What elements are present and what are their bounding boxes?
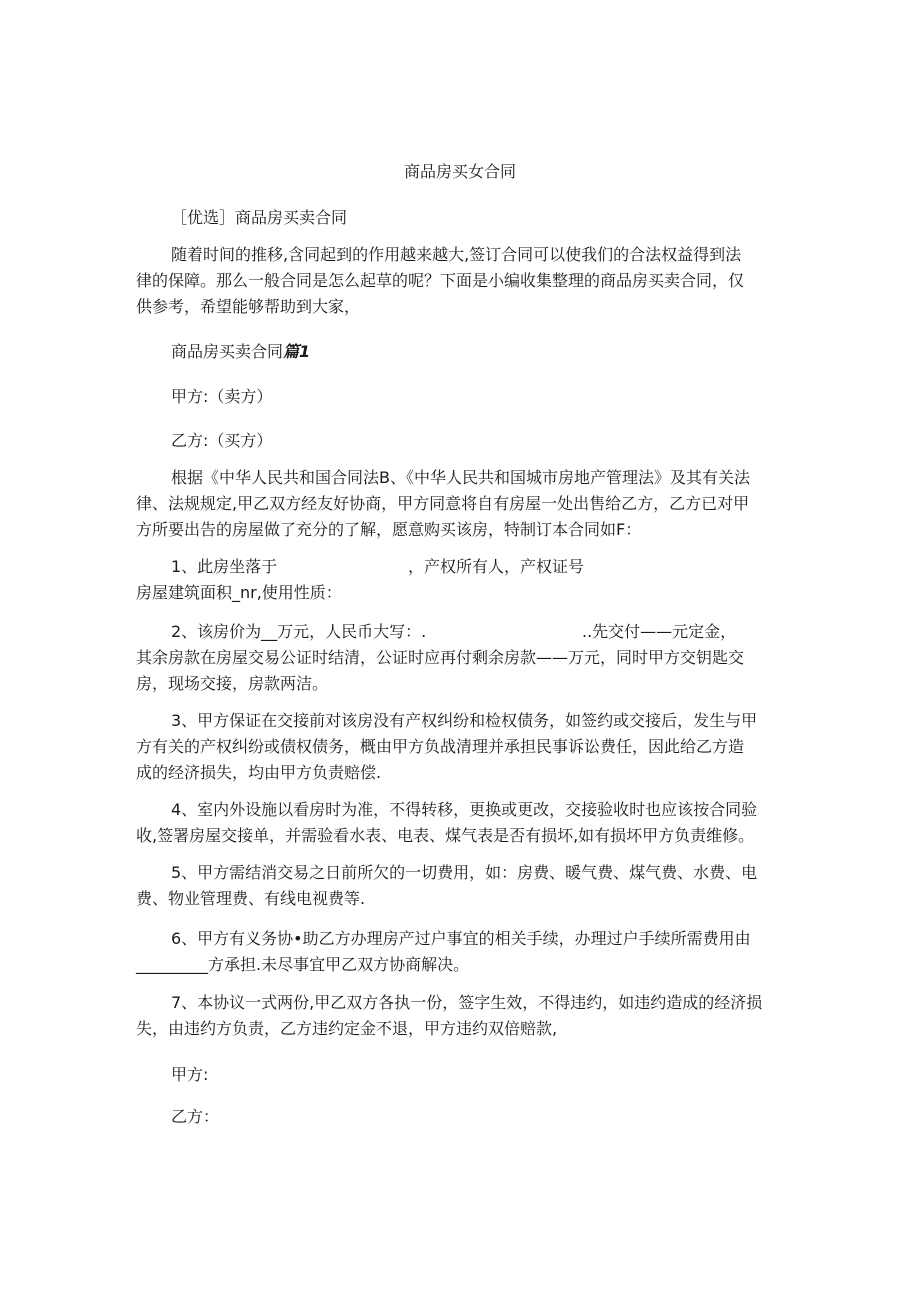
clause5-line-2: 费、物业管理费、有线电视费等. — [136, 889, 366, 908]
clause3-line-1: 3、甲方保证在交接前对该房没有产权纠纷和检权债务，如签约或交接后，发生与甲 — [171, 711, 758, 730]
clause2-line-3: 房，现场交接，房款两洁。 — [136, 674, 329, 693]
intro-line-1: 随着时间的推移,含同起到的作用越来越大,签订合同可以使我们的合法权益得到法 — [171, 245, 742, 264]
party-a-label: 甲方:（卖方） — [171, 387, 273, 406]
clause1-line-2: 房屋建筑面积_nr,使用性质： — [136, 583, 342, 602]
preamble-line-2: 律、法规规定,甲乙双方经友好协商，甲方同意将自有房屋一处出售给乙方，乙方已对甲 — [136, 494, 750, 513]
preamble-line-3: 方所要出告的房屋做了充分的了解，愿意购买该房，特制订本合同如F： — [136, 520, 642, 539]
intro-line-2: 律的保障。那么一般合同是怎么起草的呢？下面是小编收集整理的商品房买卖合同，仅 — [136, 271, 745, 290]
clause7-line-2: 失，由违约方负责，乙方违约定金不退，甲方违约双倍赔款, — [136, 1019, 558, 1038]
clause7-line-1: 7、本协议一式两份,甲乙双方各执一份，签字生效，不得违约，如违约造成的经济损 — [171, 993, 763, 1012]
clause3-line-3: 成的经济损失，均由甲方负责赔偿. — [136, 763, 382, 782]
party-b-label: 乙方:（买方） — [171, 431, 273, 450]
clause1-line-1b: ，产权所有人，产权证号 — [408, 557, 585, 576]
clause1-line-1a: 1、此房坐落于 — [171, 557, 278, 576]
document-title: 商品房买女合同 — [403, 162, 516, 181]
clause4-line-2: 收,签署房屋交接单，并需验看水表、电表、煤气表是否有损坏,如有损坏甲方负责维修。 — [136, 826, 755, 845]
section-heading — [171, 339, 310, 365]
signature-party-b: 乙方： — [171, 1107, 220, 1126]
clause3-line-2: 方有关的产权纠纷或债权债务，概由甲方负战清理并承担民事诉讼费任，因此给乙方造 — [136, 737, 745, 756]
clause5-line-1: 5、甲方需结消交易之日前所欠的一切费用，如：房费、暖气费、煤气费、水费、电 — [171, 863, 758, 882]
document-subtitle: ［优选］商品房买卖合同 — [171, 208, 348, 227]
preamble-line-1: 根据《中华人民共和国合同法B、《中华人民共和国城市房地产管理法》及其有关法 — [171, 468, 750, 487]
intro-line-3: 供参考，希望能够帮助到大家， — [136, 297, 361, 316]
clause6-line-2: _________方承担.未尽事宜甲乙双方协商解决。 — [136, 955, 470, 974]
clause2-line-1a: 2、该房价为__万元，人民币大写：. — [171, 622, 427, 641]
signature-party-a: 甲方: — [171, 1065, 209, 1084]
clause4-line-1: 4、室内外设施以看房时为准，不得转移，更换或更改，交接验收时也应该按合同验 — [171, 800, 758, 819]
section-heading-suffix: 篇1 — [283, 342, 311, 361]
clause2-line-1b: ..先交付——元定金， — [582, 622, 737, 641]
clause2-line-2: 其余房款在房屋交易公证时结清，公证时应再付剩余房款——万元，同时甲方交钥匙交 — [136, 648, 745, 667]
clause6-line-1: 6、甲方有义务协•助乙方办理房产过户事宜的相关手续，办理过户手续所需费用由 — [171, 929, 751, 948]
section-heading-text: 商品房买卖合同 — [171, 342, 284, 361]
